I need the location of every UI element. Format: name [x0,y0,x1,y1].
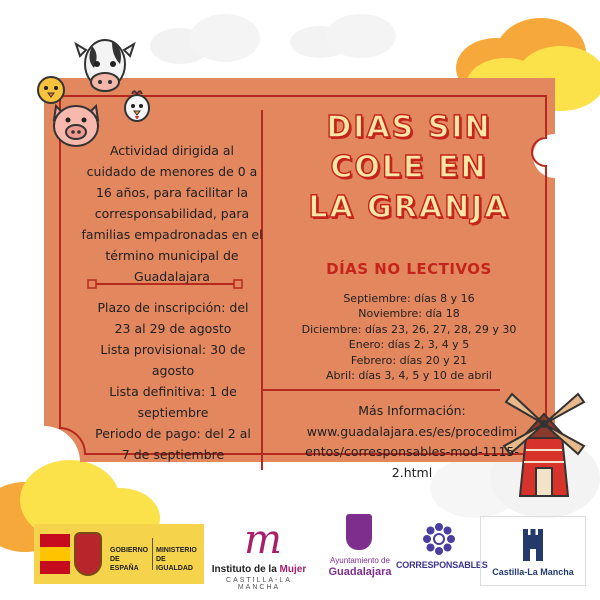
schedule-line: Abril: días 3, 4, 5 y 10 de abril [326,369,492,383]
instituto-mujer-name [210,564,308,575]
subtitle: DÍAS NO LECTIVOS [326,260,492,278]
spain-flag-icon [40,534,70,574]
castilla-la-mancha-logo [480,516,586,586]
instituto-mujer-logo [210,518,308,590]
instituto-region: CASTILLA-LA MANCHA [226,577,292,591]
poster-title [268,108,550,228]
gobierno-text: GOBIERNO DE ESPAÑA [110,547,149,572]
more-info [262,401,562,483]
non-school-days-list [268,291,550,383]
intro-line: Guadalajara [134,269,210,284]
ayuntamiento-logo [326,512,394,590]
url-line: www.guadalajara.es/es/procedimi [306,423,518,439]
hen-icon [120,88,154,128]
logo-divider [152,538,153,570]
schedule-line: Enero: días 2, 3, 4 y 5 [348,338,470,352]
intro-line: término municipal de [105,248,239,263]
city-emblem-icon [346,514,372,550]
schedule-line: Febrero: días 20 y 21 [350,353,468,367]
intro-text [78,140,266,287]
title-line: COLE EN [330,150,488,185]
ministerio-text: MINISTERIO DE IGUALDAD [156,547,197,572]
intro-line: familias empadronadas en el [81,227,263,242]
more-info-label: Más Información: [358,403,466,418]
registration-dates [80,297,266,465]
url-line: entos/corresponsables-mod-1115- [305,444,519,459]
intro-line: corresponsabilidad, para [94,206,250,221]
castle-icon [519,525,547,563]
intro-line: 16 años, para facilitar la [95,185,249,200]
gobierno-logo [34,524,204,584]
dates-line: Lista provisional: 30 de [100,342,246,357]
dates-line: septiembre [137,405,209,420]
more-info-link[interactable] [262,422,562,484]
schedule-line: Septiembre: días 8 y 16 [343,292,475,305]
schedule-line: Noviembre: día 18 [358,307,460,321]
schedule-line: Diciembre: días 23, 26, 27, 28, 29 y 30 [301,322,517,336]
flower-icon [422,522,456,556]
mujer-text: Mujer [279,564,307,575]
dates-line: Lista definitiva: 1 de [109,384,237,399]
dates-line: 23 al 29 de agosto [114,321,232,336]
url-line: 2.html [391,464,433,480]
dates-line: Periodo de pago: del 2 al [95,426,251,441]
title-line: DIAS SIN [326,110,492,145]
intro-line: cuidado de menores de 0 a [86,164,258,179]
mujer-m-icon: m [244,517,282,563]
corresponsables-logo [396,520,488,586]
ayuntamiento-text: Ayuntamiento de [330,556,390,565]
guadalajara-text: Guadalajara [328,566,392,578]
title-line: LA GRANJA [308,190,510,225]
instituto-text: Instituto de la [211,564,280,575]
clm-text: Castilla-La Mancha [492,567,574,577]
corresponsables-text: CORRESPONSABLES [396,560,488,570]
dates-line: Plazo de inscripción: del [97,300,249,315]
intro-line: Actividad dirigida al [109,143,235,158]
dates-line: 7 de septiembre [121,447,225,462]
dates-line: agosto [151,363,195,378]
coat-of-arms-icon [74,532,102,576]
